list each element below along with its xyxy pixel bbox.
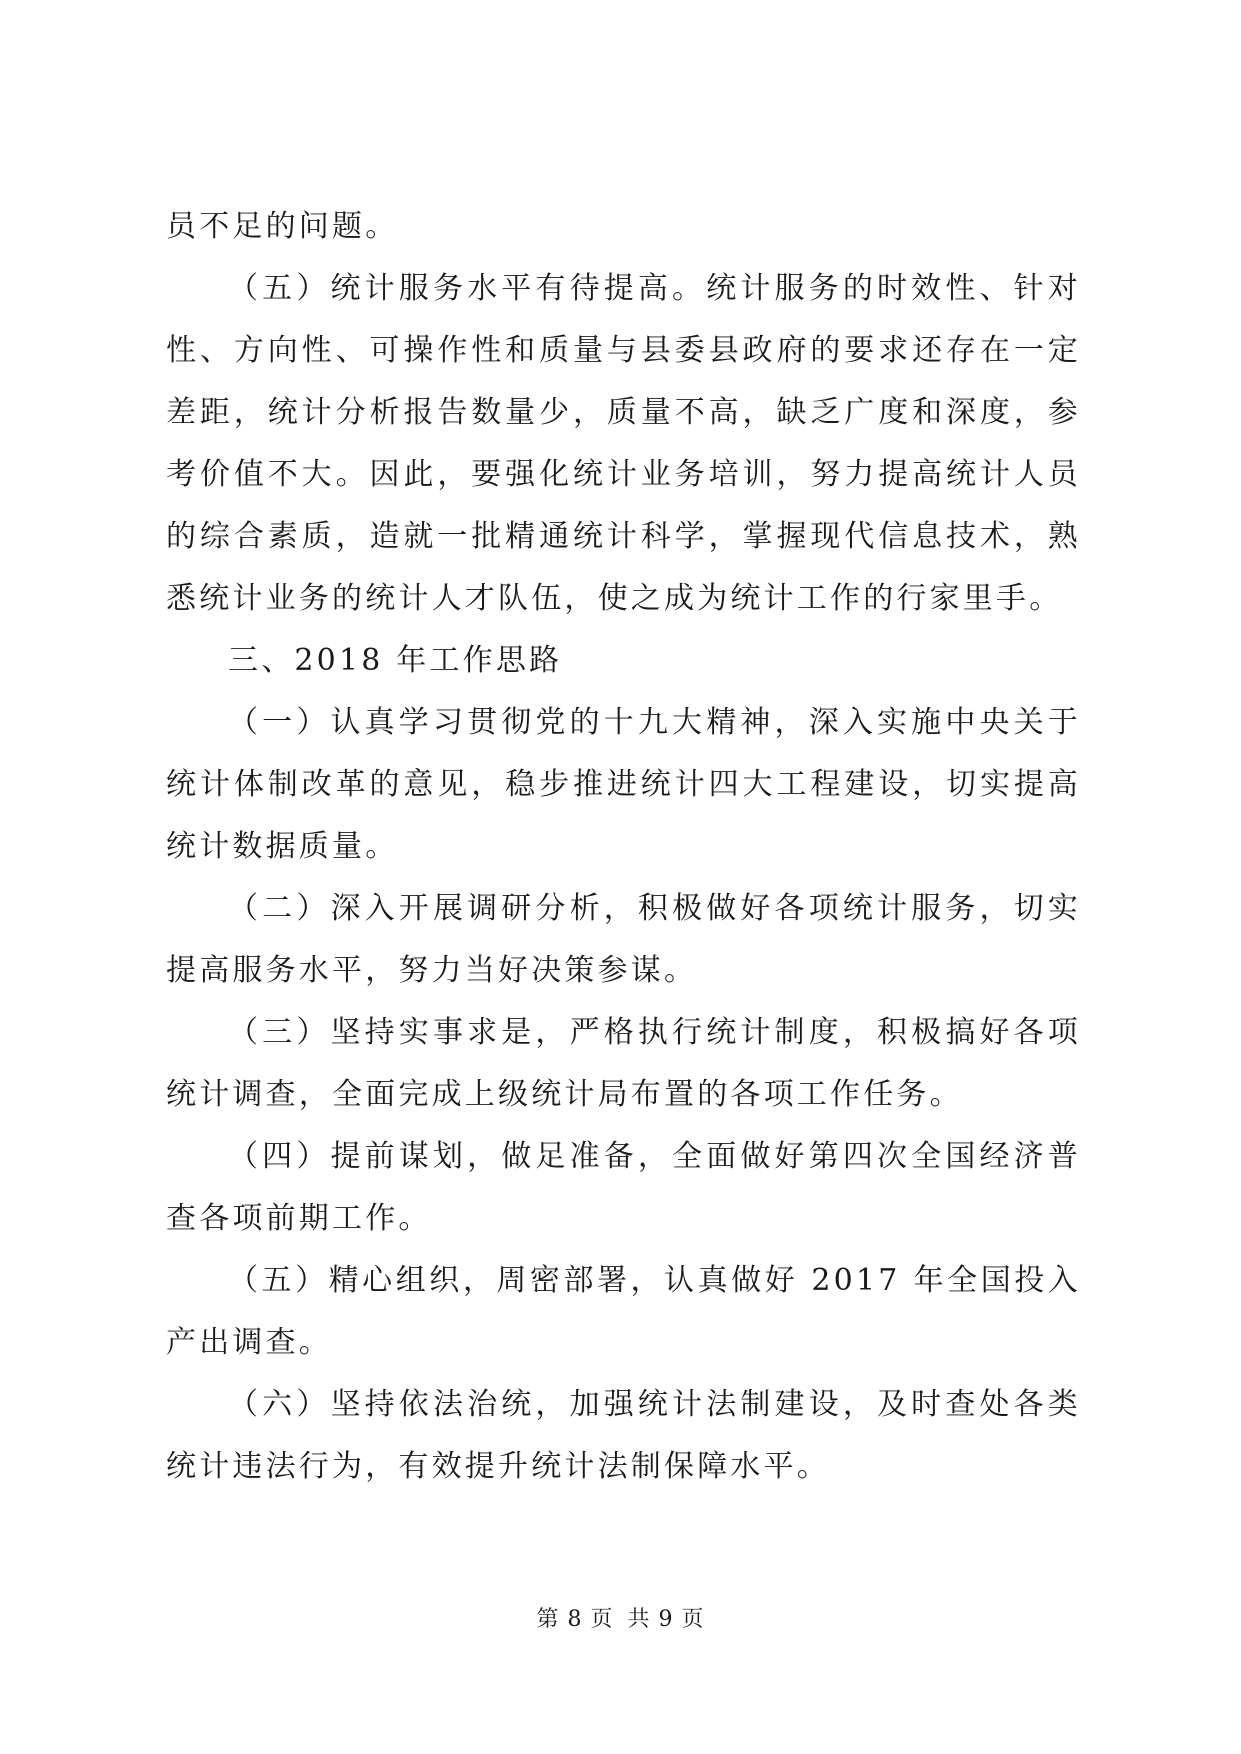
paragraph-3: （一）认真学习贯彻党的十九大精神，深入实施中央关于统计体制改革的意见，稳步推进统计四大工程建设，切实提高统计数据质量。 <box>166 705 1081 864</box>
page-number: 第 8 页 <box>536 1607 614 1632</box>
page-total: 共 9 页 <box>627 1607 705 1632</box>
paragraph-1: （五）统计服务水平有待提高。统计服务的时效性、针对性、方向性、可操作性和质量与县委县政府的要求还存在一定差距，统计分析报告数量少，质量不高，缺乏广度和深度，参考价值不大。因此，要强化统计业务培训，努力提高统计人员的综合素质，造就一批精通统计科学，掌握现代信息技术，熟悉统计业务的统计人才队伍，使之成为统计工作的行家里手。 <box>166 271 1081 616</box>
page-footer <box>0 1602 1241 1633</box>
paragraph-8: （六）坚持依法治统，加强统计法制建设，及时查处各类统计违法行为，有效提升统计法制保障水平。 <box>166 1387 1081 1484</box>
paragraph-6: （四）提前谋划，做足准备，全面做好第四次全国经济普查各项前期工作。 <box>166 1139 1081 1236</box>
document-body <box>166 196 1081 1498</box>
paragraph-7: （五）精心组织，周密部署，认真做好 2017 年全国投入产出调查。 <box>166 1263 1081 1360</box>
paragraph-0: 员不足的问题。 <box>166 209 399 244</box>
paragraph-5: （三）坚持实事求是，严格执行统计制度，积极搞好各项统计调查，全面完成上级统计局布置的各项工作任务。 <box>166 1015 1081 1112</box>
paragraph-4: （二）深入开展调研分析，积极做好各项统计服务，切实提高服务水平，努力当好决策参谋。 <box>166 891 1081 988</box>
section-heading: 三、2018 年工作思路 <box>228 643 563 678</box>
